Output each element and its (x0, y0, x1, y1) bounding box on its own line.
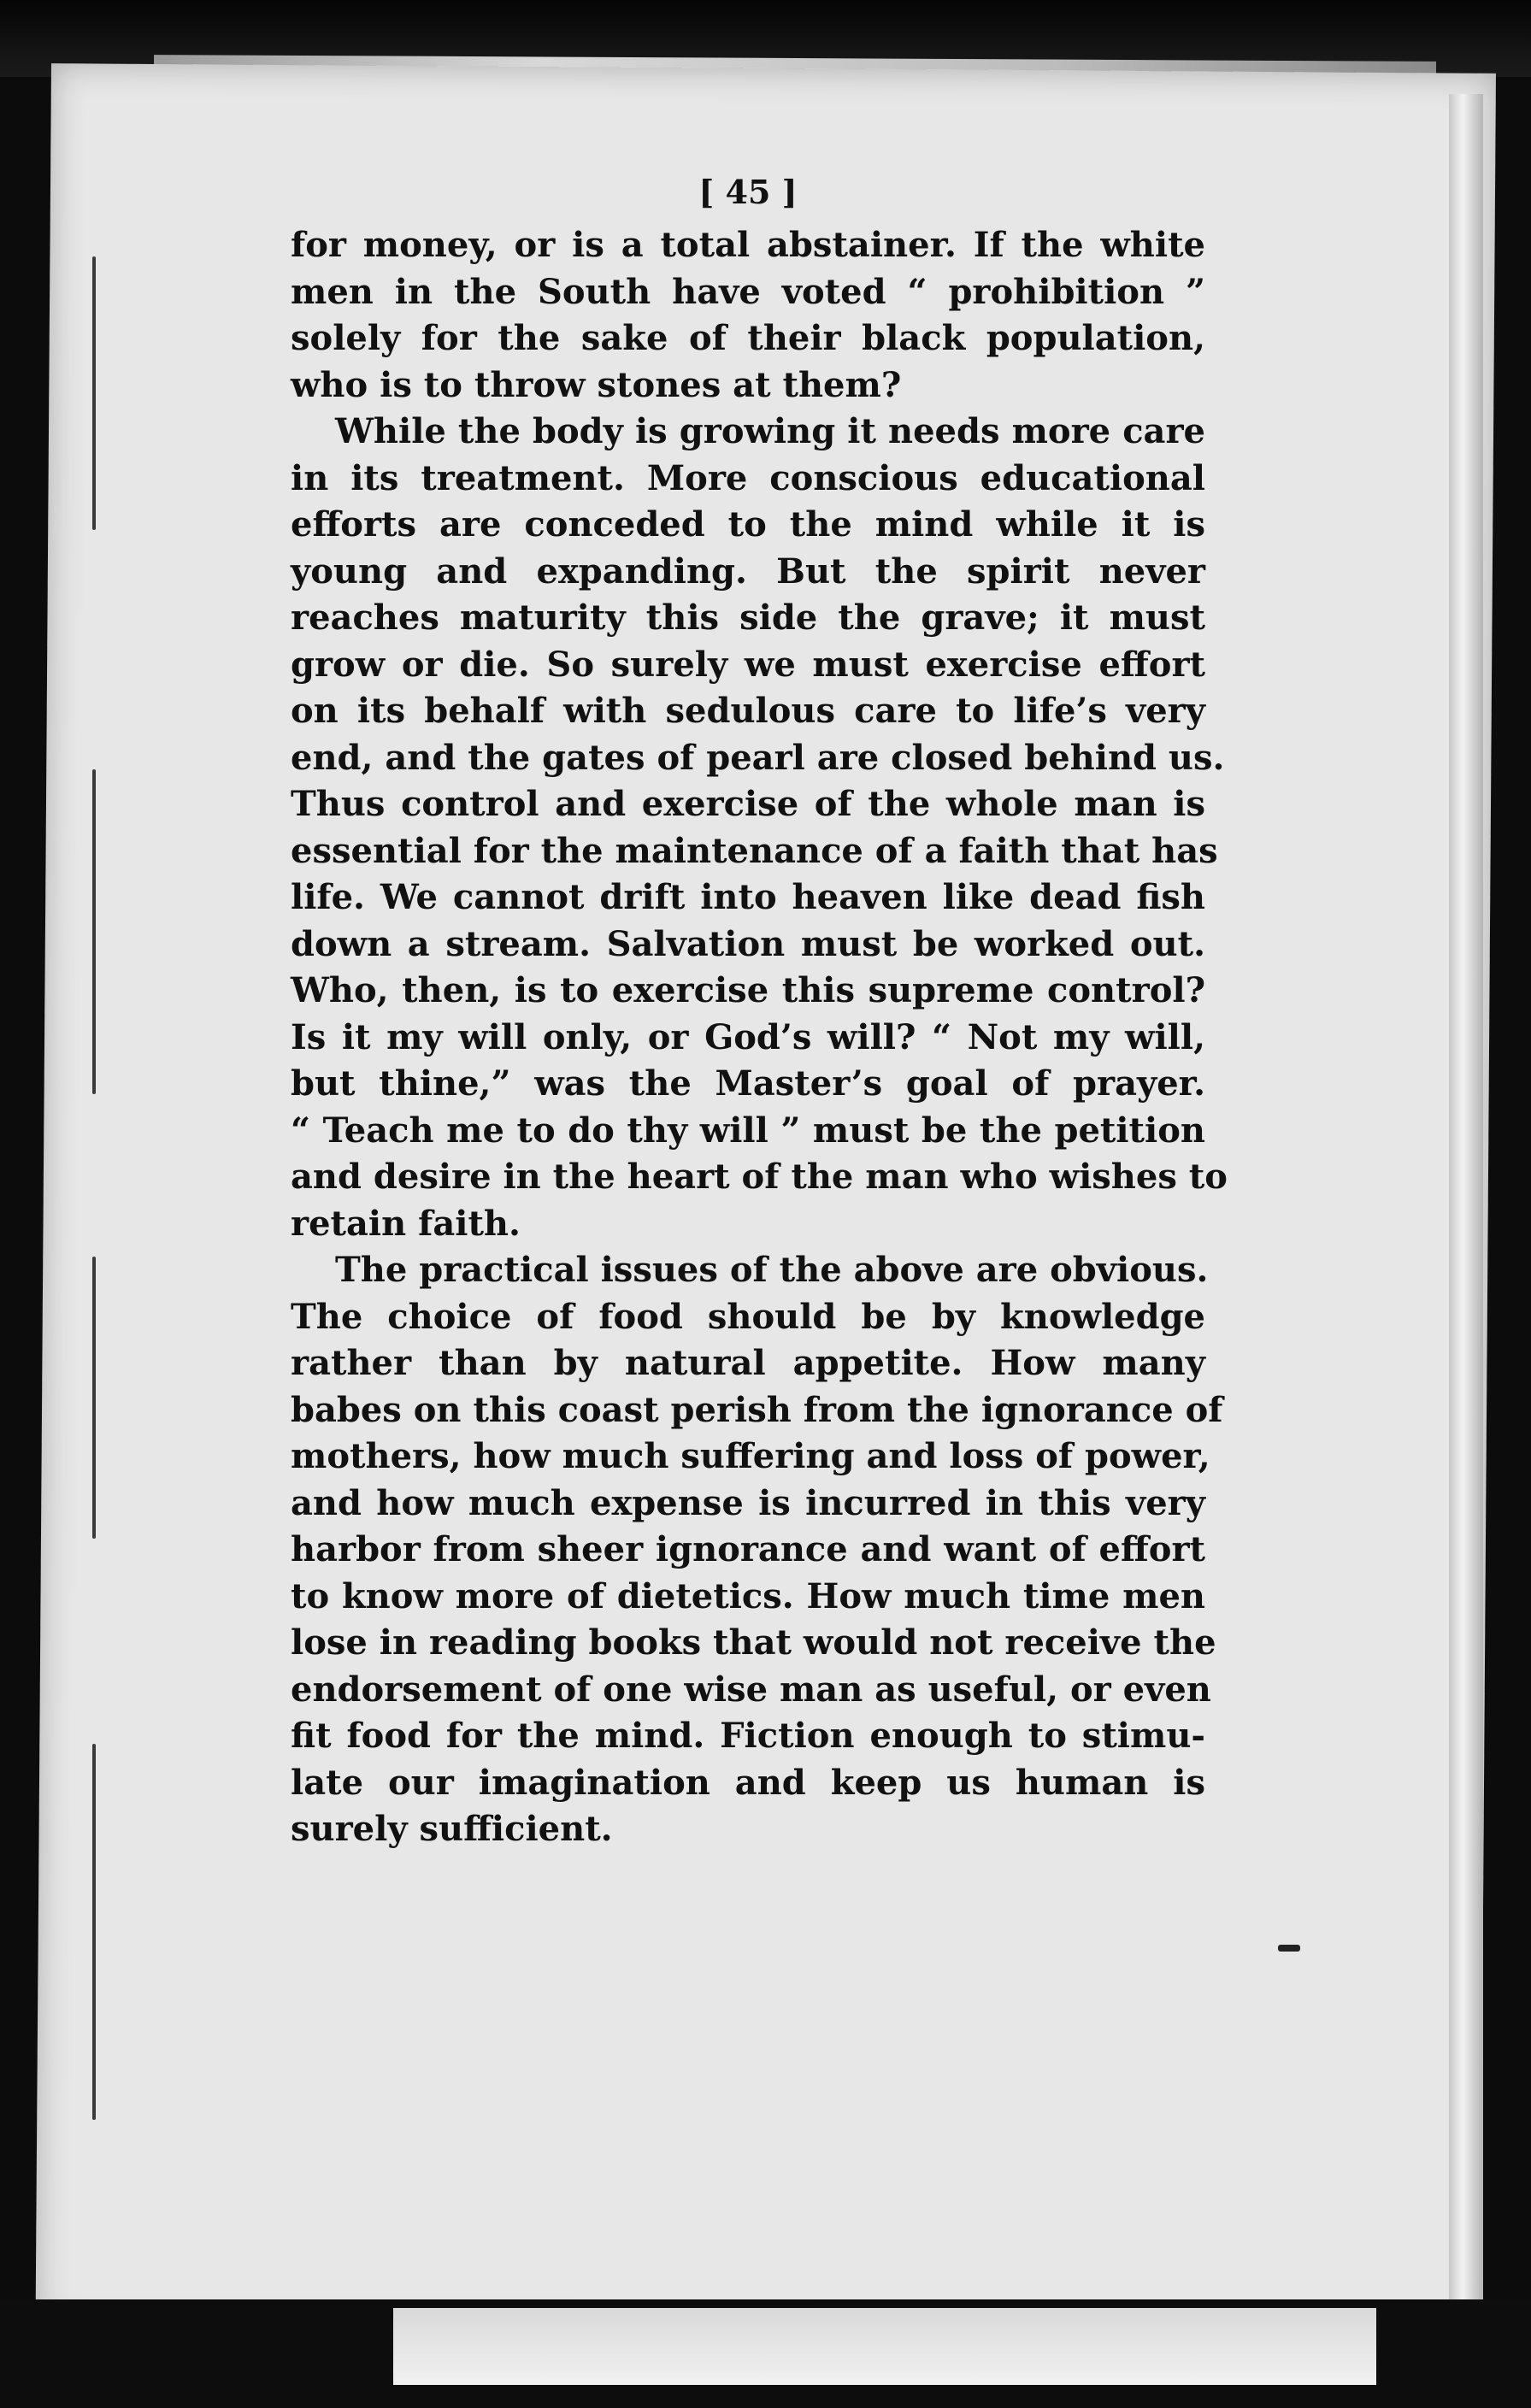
text-line: grow or die. So surely we must exercise effort (291, 644, 1205, 685)
text-line: endorsement of one wise man as useful, or even (291, 1669, 1211, 1710)
text-line: fit food for the mind. Fiction enough to stimu- (291, 1716, 1205, 1756)
text-line: late our imagination and keep us human is (291, 1762, 1205, 1803)
text-column (291, 173, 1228, 1853)
text-line: “ Teach me to do thy will ” must be the petition (291, 1110, 1205, 1151)
text-line: babes on this coast perish from the ignorance of (291, 1389, 1223, 1430)
text-line: to know more of dietetics. How much time men (291, 1575, 1205, 1616)
text-line: essential for the maintenance of a faith that has (291, 830, 1218, 871)
text-line: The choice of food should be by knowledge (291, 1296, 1205, 1337)
paragraph-3 (291, 1247, 1223, 1853)
text-line: Thus control and exercise of the whole man is (291, 784, 1205, 824)
text-line: surely sufficient. (291, 1809, 613, 1849)
text-line: mothers, how much suffering and loss of power, (291, 1436, 1210, 1476)
binding-marks (85, 256, 103, 2137)
text-line: for money, or is a total abstainer. If the white (291, 225, 1205, 265)
text-line: but thine,” was the Master’s goal of prayer. (291, 1063, 1205, 1104)
text-line: efforts are conceded to the mind while it is (291, 504, 1205, 545)
text-line: lose in reading books that would not receive the (291, 1622, 1216, 1663)
text-line: Is it my will only, or God’s will? “ Not my will, (291, 1016, 1205, 1057)
text-line: While the body is growing it needs more care (335, 411, 1205, 451)
text-line: The practical issues of the above are obvious. (335, 1250, 1209, 1290)
page-number: [ 45 ] (698, 173, 798, 211)
text-line: and how much expense is incurred in this very (291, 1482, 1205, 1523)
text-line: on its behalf with sedulous care to life’s very (291, 691, 1205, 731)
text-line: life. We cannot drift into heaven like dead fish (291, 877, 1205, 917)
page-right-edge (1449, 94, 1483, 2317)
page-bottom-edge (393, 2308, 1376, 2385)
text-line: solely for the sake of their black population, (291, 318, 1205, 358)
paragraph-2 (291, 409, 1228, 1247)
text-line: harbor from sheer ignorance and want of effort (291, 1529, 1205, 1569)
text-line: down a stream. Salvation must be worked out. (291, 923, 1205, 964)
paragraph-1 (291, 222, 1205, 409)
text-line: Who, then, is to exercise this supreme control? (291, 970, 1205, 1010)
text-line: end, and the gates of pearl are closed behind us. (291, 737, 1225, 778)
text-line: and desire in the heart of the man who wishes to (291, 1157, 1228, 1197)
text-line: retain faith. (291, 1203, 521, 1244)
text-line: reaches maturity this side the grave; it must (291, 598, 1205, 638)
text-line: men in the South have voted “ prohibition ” (291, 271, 1205, 312)
text-line: who is to throw stones at them? (291, 364, 902, 405)
text-line: rather than by natural appetite. How many (291, 1343, 1205, 1383)
ink-smudge (1278, 1945, 1300, 1952)
text-line: young and expanding. But the spirit never (291, 550, 1205, 592)
text-line: in its treatment. More conscious educational (291, 457, 1205, 498)
